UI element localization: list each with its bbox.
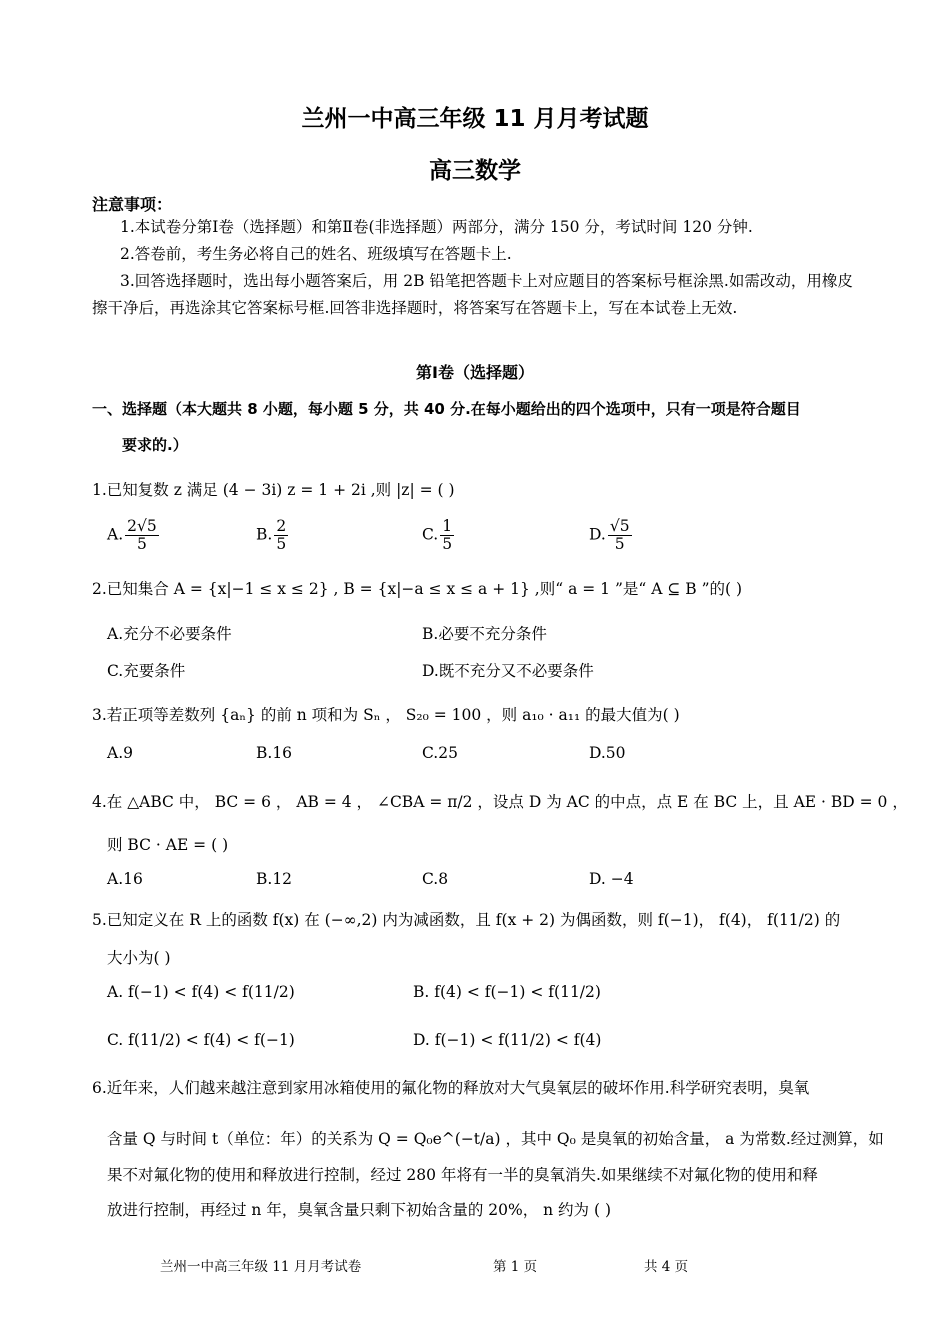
q5-stem-continued: 大小为( ) (107, 949, 171, 967)
exam-subtitle: 高三数学 (429, 158, 521, 184)
q1-option-b-fraction (274, 518, 288, 553)
q1-option-c (422, 518, 456, 553)
q4-option-c: C.8 (422, 870, 449, 888)
q3-option-c: C.25 (422, 744, 458, 762)
q1-option-d-label: D. (589, 525, 606, 544)
q5-option-d: D. f(−1) < f(11/2) < f(4) (413, 1031, 602, 1049)
q6-line1: 6.近年来，人们越来越注意到家用冰箱使用的氟化物的释放对大气臭氧层的破坏作用.科学研究表明，臭氧 (92, 1079, 810, 1097)
q4-stem-continued: 则 BC · AE = ( ) (107, 836, 229, 854)
notice-item-1: 1.本试卷分第Ⅰ卷（选择题）和第Ⅱ卷(非选择题）两部分，满分 150 分，考试时间 120 分钟. (120, 218, 753, 236)
q2-option-c: C.充要条件 (107, 662, 186, 680)
q3-option-b: B.16 (256, 744, 293, 762)
q6-line4: 放进行控制，再经过 n 年，臭氧含量只剩下初始含量的 20%， n 约为 ( ) (107, 1201, 612, 1219)
q3-option-a: A.9 (107, 744, 133, 762)
footer-exam-name: 兰州一中高三年级 11 月月考试卷 (160, 1259, 362, 1275)
q1-option-a-fraction (125, 518, 159, 553)
q1-c-numerator: 1 (442, 517, 453, 535)
q1-a-numerator: 2√5 (127, 517, 157, 535)
q4-option-b: B.12 (256, 870, 293, 888)
q1-option-a (107, 518, 161, 553)
q4-option-a: A.16 (107, 870, 143, 888)
q6-line3: 果不对氟化物的使用和释放进行控制，经过 280 年将有一半的臭氧消失.如果继续不对氟化物的使用和释 (107, 1166, 818, 1184)
part1-instructions-line2: 要求的.） (122, 436, 188, 454)
part1-instructions-line1: 一、选择题（本大题共 8 小题，每小题 5 分，共 40 分.在每小题给出的四个选项中，只有一项是符合题目 (92, 400, 801, 418)
q6-line2: 含量 Q 与时间 t（单位：年）的关系为 Q = Q₀e^(−t/a) ，其中 Q₀ 是臭氧的初始含量， a 为常数.经过测算，如 (107, 1130, 884, 1148)
notice-item-2: 2.答卷前，考生务必将自己的姓名、班级填写在答题卡上. (120, 245, 512, 263)
q1-option-d (589, 518, 634, 553)
q1-b-numerator: 2 (276, 517, 287, 535)
notice-heading: 注意事项： (92, 195, 173, 214)
q5-option-c: C. f(11/2) < f(4) < f(−1) (107, 1031, 295, 1049)
q3-stem: 3.若正项等差数列 {aₙ} 的前 n 项和为 Sₙ ， S₂₀ = 100 ，则 a₁₀ · a₁₁ 的最大值为( ) (92, 706, 680, 724)
q4-stem: 4.在 △ABC 中， BC = 6 ， AB = 4 ， ∠CBA = π/2 ，设点 D 为 AC 的中点，点 E 在 BC 上，且 AE · BD = 0 ， (92, 793, 908, 811)
q1-option-d-fraction (608, 518, 632, 553)
q1-option-a-label: A. (107, 525, 124, 544)
q1-stem: 1.已知复数 z 满足 (4 − 3i) z = 1 + 2i ,则 |z| = ( ) (92, 481, 455, 499)
exam-title: 兰州一中高三年级 11 月月考试题 (301, 106, 649, 132)
section-title: 第Ⅰ卷（选择题） (416, 363, 534, 382)
q2-option-b: B.必要不充分条件 (422, 625, 547, 643)
notice-item-3: 3.回答选择题时，选出每小题答案后，用 2B 铅笔把答题卡上对应题目的答案标号框涂黑.如需改动，用橡皮擦干净后，再选涂其它答案标号框.回答非选择题时，将答案写在答题卡上，写在本试卷上无效. (92, 272, 853, 317)
q5-option-a: A. f(−1) < f(4) < f(11/2) (107, 983, 295, 1001)
q1-c-denominator: 5 (442, 535, 453, 554)
q1-option-b (256, 518, 290, 553)
q1-d-denominator: 5 (614, 535, 625, 554)
q3-option-d: D.50 (589, 744, 626, 762)
footer-total-pages: 共 4 页 (644, 1259, 689, 1275)
q1-d-numerator: √5 (609, 517, 630, 535)
q2-option-d: D.既不充分又不必要条件 (422, 662, 594, 680)
q1-b-denominator: 5 (276, 535, 287, 554)
q5-stem: 5.已知定义在 R 上的函数 f(x) 在 (−∞,2) 内为减函数，且 f(x + 2) 为偶函数，则 f(−1)， f(4)， f(11/2) 的 (92, 911, 841, 929)
q2-option-a: A.充分不必要条件 (107, 625, 232, 643)
q1-option-b-label: B. (256, 525, 273, 544)
q1-option-c-fraction (440, 518, 454, 553)
q1-option-c-label: C. (422, 525, 439, 544)
footer-page-number: 第 1 页 (493, 1259, 538, 1275)
q4-option-d: D. −4 (589, 870, 634, 888)
q1-a-denominator: 5 (136, 535, 147, 554)
q5-option-b: B. f(4) < f(−1) < f(11/2) (413, 983, 601, 1001)
q2-stem: 2.已知集合 A = {x|−1 ≤ x ≤ 2} , B = {x|−a ≤ x ≤ a + 1} ,则“ a = 1 ”是“ A ⊆ B ”的( ) (92, 580, 743, 598)
